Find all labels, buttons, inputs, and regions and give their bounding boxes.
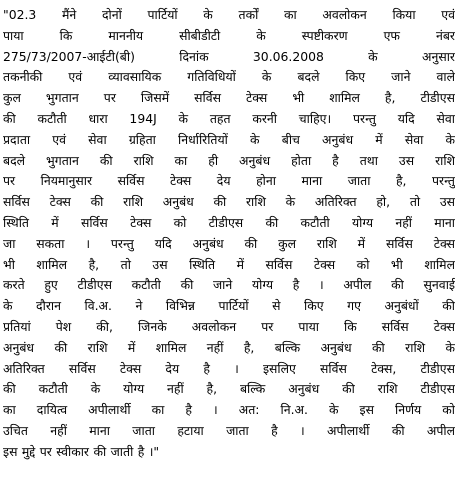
text-line: का दायित्व अपीलार्थी का है । अत: नि.अ. के इस निर्णय को: [3, 402, 455, 418]
text-line: उचित नहीं माना जाता हटाया जाता है । अपीलार्थी की अपील: [3, 422, 455, 438]
text-line: तकनीकी एवं व्यावसायिक गतिविधियों के बदले किए जाने वाले: [3, 69, 455, 85]
text-line: भी शामिल है, तो उस स्थिति में सर्विस टेक्स को भी शामिल: [3, 256, 455, 272]
text-line: प्रदाता एवं सेवा ग्रहिता निर्धारितियों के बीच अनुबंध में सेवा के: [3, 131, 455, 147]
text-line: कुल भुगतान पर जिसमें सर्विस टेक्स भी शामिल है, टीडीएस: [3, 90, 455, 106]
text-line-last: इस मुद्दे पर स्वीकार की जाती है ।": [3, 443, 160, 459]
text-line: के दौरान वि.अ. ने विभिन्न पार्टियों से किए गए अनुबंधों की: [3, 298, 455, 314]
text-line: पर नियमानुसार सर्विस टेक्स देय होना माना जाता है, परन्तु: [3, 173, 455, 189]
text-line: अनुबंध की राशि में शामिल नहीं है, बल्कि अनुबंध की राशि के: [3, 339, 455, 355]
text-line: की कटौती के योग्य नहीं है, बल्कि अनुबंध की राशि टीडीएस: [3, 381, 455, 397]
text-line: 275/73/2007-आईटी(बी) दिनांक 30.06.2008 के अनुसार: [3, 48, 455, 64]
text-line: पाया कि माननीय सीबीडीटी के स्पष्टीकरण एफ नंबर: [3, 27, 455, 43]
text-line: स्थिति में सर्विस टेक्स को टीडीएस की कटौती योग्य नहीं माना: [3, 214, 455, 230]
text-line: जा सकता । परन्तु यदि अनुबंध की कुल राशि में सर्विस टेक्स: [3, 235, 455, 251]
text-line: की कटौती धारा 194J के तहत करनी चाहिए। परन्तु यदि सेवा: [3, 110, 455, 126]
text-line: प्रतियां पेश की, जिनके अवलोकन पर पाया कि सर्विस टेक्स: [3, 318, 455, 334]
text-line: बदले भुगतान की राशि का ही अनुबंध होता है तथा उस राशि: [3, 152, 455, 168]
text-line: करते हुए टीडीएस कटौती की जाने योग्य है । अपील की सुनवाई: [3, 277, 455, 293]
text-line: "02.3 मैंने दोनों पार्टियों के तर्कों का अवलोकन किया एवं: [3, 7, 455, 22]
text-line: सर्विस टेक्स की राशि अनुबंध की राशि के अतिरिक्त हो, तो उस: [3, 194, 455, 210]
text-line: अतिरिक्त सर्विस टेक्स देय है । इसलिए सर्विस टेक्स, टीडीएस: [3, 360, 455, 376]
paragraph-02-3: [3, 5, 455, 463]
